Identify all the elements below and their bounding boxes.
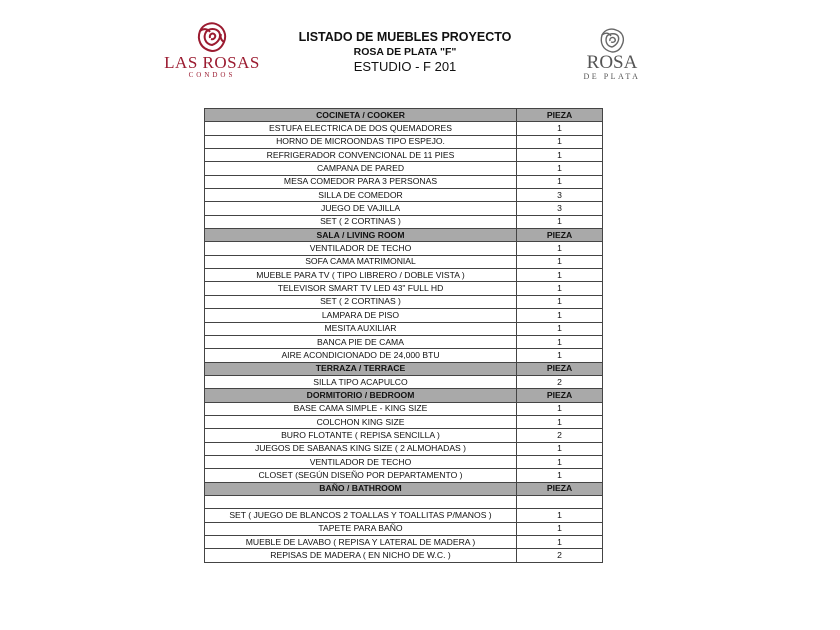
- item-name: TELEVISOR SMART TV LED 43" FULL HD: [205, 282, 517, 295]
- section-title: TERRAZA / TERRACE: [205, 362, 517, 375]
- table-row: [205, 455, 603, 468]
- section-header-terraza: [205, 362, 603, 375]
- table-row: [205, 429, 603, 442]
- table-row: [205, 175, 603, 188]
- qty-header: PIEZA: [517, 389, 603, 402]
- section-header-cocineta: [205, 109, 603, 122]
- item-qty: 1: [517, 509, 603, 522]
- section-title: DORMITORIO / BEDROOM: [205, 389, 517, 402]
- rosa-de-plata-name: ROSA: [586, 52, 638, 73]
- table-row: [205, 135, 603, 148]
- section-header-dormitorio: [205, 389, 603, 402]
- section-title: COCINETA / COOKER: [205, 109, 517, 122]
- furniture-table: [204, 108, 603, 563]
- item-qty: 1: [517, 282, 603, 295]
- rosa-de-plata-sub: DE PLATA: [583, 72, 641, 81]
- table-row: [205, 242, 603, 255]
- item-qty: 1: [517, 455, 603, 468]
- item-name: SILLA TIPO ACAPULCO: [205, 375, 517, 388]
- rose-outline-icon: [597, 26, 627, 54]
- item-qty: 1: [517, 122, 603, 135]
- item-name: SET ( 2 CORTINAS ): [205, 295, 517, 308]
- las-rosas-sub: CONDOS: [188, 71, 236, 79]
- item-qty: 2: [517, 549, 603, 562]
- document-subtitle: ROSA DE PLATA "F": [353, 46, 457, 58]
- item-name: TAPETE PARA BAÑO: [205, 522, 517, 535]
- item-qty: 1: [517, 415, 603, 428]
- item-name: SET ( JUEGO DE BLANCOS 2 TOALLAS Y TOALLITAS P/MANOS ): [205, 509, 517, 522]
- table-row: [205, 282, 603, 295]
- item-qty: 1: [517, 255, 603, 268]
- item-qty: 1: [517, 349, 603, 362]
- item-name: SET ( 2 CORTINAS ): [205, 215, 517, 228]
- item-name: CLOSET (SEGÚN DISEÑO POR DEPARTAMENTO ): [205, 469, 517, 482]
- table-row: [205, 269, 603, 282]
- table-row: [205, 162, 603, 175]
- table-row: [205, 522, 603, 535]
- qty-header: PIEZA: [517, 482, 603, 495]
- item-qty: 2: [517, 375, 603, 388]
- table-row: [205, 509, 603, 522]
- item-qty: 1: [517, 295, 603, 308]
- las-rosas-logo: [160, 20, 264, 79]
- rosa-de-plata-logo: [572, 26, 652, 82]
- qty-header: PIEZA: [517, 109, 603, 122]
- item-name: COLCHON KING SIZE: [205, 415, 517, 428]
- item-qty: [517, 495, 603, 508]
- section-header-sala: [205, 229, 603, 242]
- table-row: [205, 536, 603, 549]
- item-name: SOFA CAMA MATRIMONIAL: [205, 255, 517, 268]
- item-name: AIRE ACONDICIONADO DE 24,000 BTU: [205, 349, 517, 362]
- table-row: [205, 415, 603, 428]
- item-qty: 1: [517, 242, 603, 255]
- item-name: LAMPARA DE PISO: [205, 309, 517, 322]
- section-header-bano: [205, 482, 603, 495]
- table-row: [205, 202, 603, 215]
- item-name: HORNO DE MICROONDAS TIPO ESPEJO.: [205, 135, 517, 148]
- item-name: SILLA DE COMEDOR: [205, 189, 517, 202]
- item-name: BURO FLOTANTE ( REPISA SENCILLA ): [205, 429, 517, 442]
- rose-icon: [194, 20, 230, 54]
- item-qty: 1: [517, 149, 603, 162]
- qty-header: PIEZA: [517, 362, 603, 375]
- item-qty: 1: [517, 522, 603, 535]
- table-row: [205, 322, 603, 335]
- item-name: [205, 495, 517, 508]
- item-qty: 3: [517, 202, 603, 215]
- qty-header: PIEZA: [517, 229, 603, 242]
- item-qty: 1: [517, 215, 603, 228]
- item-name: MESA COMEDOR PARA 3 PERSONAS: [205, 175, 517, 188]
- table-row: [205, 349, 603, 362]
- table-row: [205, 309, 603, 322]
- item-qty: 1: [517, 442, 603, 455]
- item-qty: 1: [517, 269, 603, 282]
- table-row: [205, 122, 603, 135]
- section-title: SALA / LIVING ROOM: [205, 229, 517, 242]
- table-row: [205, 402, 603, 415]
- table-row: [205, 335, 603, 348]
- table-row: [205, 255, 603, 268]
- table-row: [205, 189, 603, 202]
- item-qty: 1: [517, 322, 603, 335]
- item-name: MESITA AUXILIAR: [205, 322, 517, 335]
- item-qty: 1: [517, 335, 603, 348]
- item-name: JUEGO DE VAJILLA: [205, 202, 517, 215]
- item-name: ESTUFA ELECTRICA DE DOS QUEMADORES: [205, 122, 517, 135]
- item-qty: 1: [517, 309, 603, 322]
- table-row: [205, 549, 603, 562]
- document-title: LISTADO DE MUEBLES PROYECTO: [298, 30, 512, 44]
- table-row: [205, 469, 603, 482]
- item-qty: 2: [517, 429, 603, 442]
- item-name: MUEBLE DE LAVABO ( REPISA Y LATERAL DE MADERA ): [205, 536, 517, 549]
- item-name: REPISAS DE MADERA ( EN NICHO DE W.C. ): [205, 549, 517, 562]
- item-name: BANCA PIE DE CAMA: [205, 335, 517, 348]
- table-row: [205, 215, 603, 228]
- item-name: CAMPANA DE PARED: [205, 162, 517, 175]
- document-unit: ESTUDIO - F 201: [353, 59, 457, 74]
- item-name: JUEGOS DE SABANAS KING SIZE ( 2 ALMOHADAS ): [205, 442, 517, 455]
- table-row: [205, 295, 603, 308]
- item-qty: 3: [517, 189, 603, 202]
- item-name: BASE CAMA SIMPLE - KING SIZE: [205, 402, 517, 415]
- item-name: MUEBLE PARA TV ( TIPO LIBRERO / DOBLE VISTA ): [205, 269, 517, 282]
- las-rosas-name: LAS ROSAS: [164, 53, 260, 72]
- item-name: VENTILADOR DE TECHO: [205, 455, 517, 468]
- document-header: [290, 30, 520, 75]
- table-row: [205, 495, 603, 508]
- item-qty: 1: [517, 162, 603, 175]
- item-name: VENTILADOR DE TECHO: [205, 242, 517, 255]
- item-qty: 1: [517, 402, 603, 415]
- table-row: [205, 375, 603, 388]
- section-title: BAÑO / BATHROOM: [205, 482, 517, 495]
- item-qty: 1: [517, 175, 603, 188]
- table-row: [205, 149, 603, 162]
- item-qty: 1: [517, 536, 603, 549]
- table-row: [205, 442, 603, 455]
- item-name: REFRIGERADOR CONVENCIONAL DE 11 PIES: [205, 149, 517, 162]
- item-qty: 1: [517, 135, 603, 148]
- item-qty: 1: [517, 469, 603, 482]
